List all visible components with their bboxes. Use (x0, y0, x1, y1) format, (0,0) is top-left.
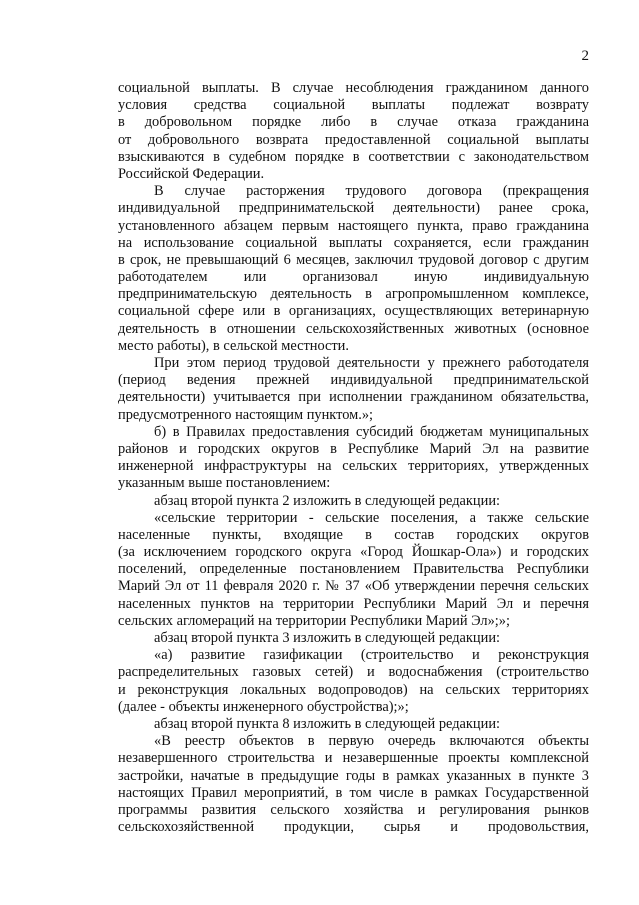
text-line: абзац второй пункта 8 изложить в следующей редакции: (154, 715, 501, 732)
text-line: индивидуальной предпринимательской деятельности) ранее срока, (118, 200, 589, 217)
text-line: б) в Правилах предоставления субсидий бюджетам муниципальных (154, 423, 589, 440)
text-line: программы развития сельского хозяйства и регулирования рынков (118, 801, 589, 818)
text-line: Российской Федерации. (118, 165, 265, 182)
text-line: Марий Эл от 11 февраля 2020 г. № 37 «Об утверждении перечня сельских (118, 578, 589, 595)
text-line: деятельности) учитывается при исполнении гражданином обязательства, (118, 389, 589, 406)
text-line: предпринимательскую деятельность в агропромышленном комплексе, (118, 286, 589, 303)
text-line: «а) развитие газификации (строительство и реконструкция (154, 647, 589, 664)
text-line: распределительных газовых сетей) и водоснабжения (строительство (118, 664, 589, 681)
text-line: социальной сфере или в организациях, осуществляющих ветеринарную (118, 303, 589, 320)
text-line: предусмотренного настоящим пунктом.»; (118, 406, 374, 423)
text-line: «В реестр объектов в первую очередь включаются объекты (154, 733, 589, 750)
text-line: указанным выше постановлением: (118, 475, 331, 492)
text-line: настоящих Правил мероприятий, в том числе в рамках Государственной (118, 784, 589, 801)
text-line: сельскохозяйственной продукции, сырья и продовольствия, (118, 819, 589, 836)
text-line: (за исключением городского округа «Город Йошкар-Ола») и городских (118, 544, 589, 561)
text-line: на использование социальной выплаты сохраняется, если гражданин (118, 234, 589, 251)
text-line: условия средства социальной выплаты подлежат возврату (118, 97, 589, 114)
text-line: работодателем или организовал иную индивидуальную (118, 269, 589, 286)
text-line: В случае расторжения трудового договора (прекращения (154, 183, 589, 200)
document-body (118, 80, 589, 836)
text-line: незавершенного строительства и незавершенные проекты комплексной (118, 750, 589, 767)
text-line: «сельские территории - сельские поселения, а также сельские (154, 509, 589, 526)
text-line: абзац второй пункта 2 изложить в следующей редакции: (154, 492, 501, 509)
text-line: районов и городских округов в Республике Марий Эл на развитие (118, 440, 589, 457)
text-line: поселений, определенные постановлением Правительства Республики (118, 561, 589, 578)
page-number: 2 (581, 48, 589, 64)
text-line: (период ведения прежней индивидуальной предпринимательской (118, 372, 589, 389)
text-line: социальной выплаты. В случае несоблюдения гражданином данного (118, 80, 589, 96)
text-line: застройки, начатые в предыдущие годы в рамках указанных в пункте 3 (118, 767, 589, 784)
text-line: в срок, не превышающий 6 месяцев, заключил трудовой договор с другим (118, 251, 589, 268)
text-line: в добровольном порядке либо в случае отказа гражданина (118, 114, 589, 131)
text-line: абзац второй пункта 3 изложить в следующей редакции: (154, 630, 501, 646)
text-line: деятельность в отношении сельскохозяйственных животных (основное (118, 320, 589, 337)
text-line: населенные пункты, входящие в состав городских округов (118, 526, 589, 543)
text-line: При этом период трудовой деятельности у прежнего работодателя (154, 355, 589, 371)
text-line: инженерной инфраструктуры на сельских территориях, утвержденных (118, 458, 589, 475)
text-line: (далее - объекты инженерного обустройства);»; (118, 698, 409, 715)
text-line: и реконструкция локальных водопроводов) на сельских территориях (118, 681, 589, 698)
text-line: место работы), в сельской местности. (118, 337, 349, 354)
text-line: от добровольного возврата предоставленной социальной выплаты (118, 131, 589, 148)
text-line: установленного абзацем первым настоящего пункта, право гражданина (118, 217, 589, 234)
text-line: сельских агломераций на территории Республики Марий Эл»;»; (118, 612, 510, 629)
text-line: населенных пунктов на территории Республики Марий Эл и перечня (118, 595, 589, 612)
text-line: взыскиваются в судебном порядке в соответствии с законодательством (118, 148, 589, 165)
